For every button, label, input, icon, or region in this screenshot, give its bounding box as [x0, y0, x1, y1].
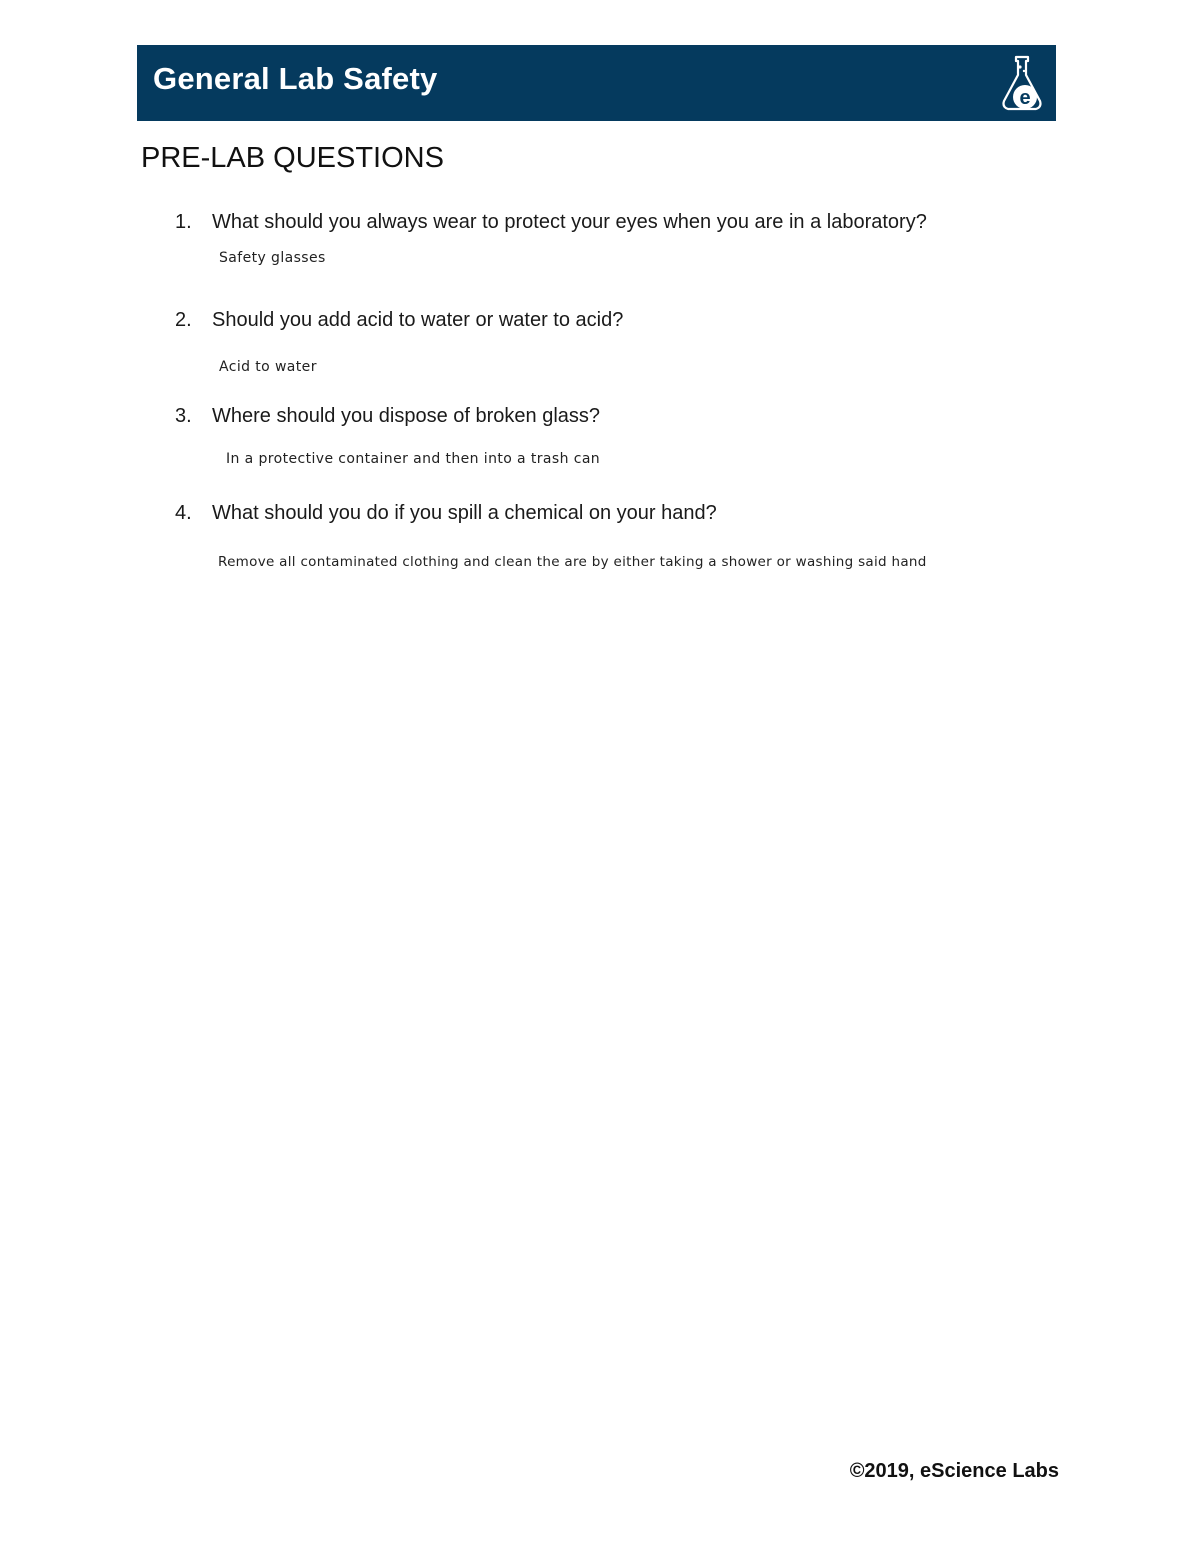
svg-text:e: e [1019, 87, 1031, 109]
section-heading: PRE-LAB QUESTIONS [141, 142, 444, 174]
question-number: 4. [175, 502, 192, 524]
question-3 [175, 405, 600, 428]
escience-flask-logo-icon [998, 53, 1046, 113]
question-4 [175, 502, 717, 525]
question-2 [175, 309, 623, 332]
question-number: 3. [175, 405, 192, 427]
answer-2: Acid to water [219, 359, 317, 375]
question-number: 2. [175, 309, 192, 331]
answer-4: Remove all contaminated clothing and clean the are by either taking a shower or washing said hand [218, 554, 927, 570]
question-1 [175, 211, 927, 234]
header-banner [137, 45, 1056, 121]
question-text: Should you add acid to water or water to acid? [212, 309, 624, 331]
answer-3: In a protective container and then into a trash can [226, 451, 601, 467]
page-title: General Lab Safety [153, 61, 438, 96]
question-text: What should you do if you spill a chemical on your hand? [212, 502, 717, 524]
footer-copyright: ©2019, eScience Labs [849, 1460, 1059, 1482]
question-text: What should you always wear to protect your eyes when you are in a laboratory? [212, 211, 927, 233]
question-number: 1. [175, 211, 192, 233]
question-text: Where should you dispose of broken glass? [212, 405, 601, 427]
answer-1: Safety glasses [219, 250, 326, 266]
